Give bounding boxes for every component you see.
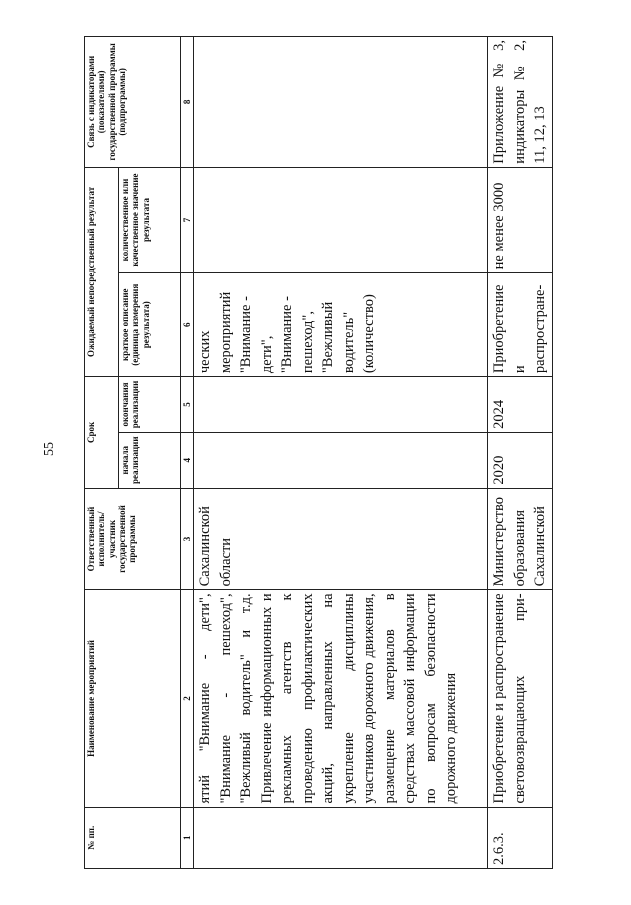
row-1-desc: ческих мероприятий "Внимание - дети", "Внимание - пешеход", "Вежливый водитель" (количество) xyxy=(194,273,488,377)
row-2-no: 2.6.3. xyxy=(488,807,553,868)
col-number-7: 7 xyxy=(181,167,194,273)
row-2-link: Приложение № 3, индикаторы № 2, 11, 12, 13 xyxy=(488,37,553,168)
measures-table xyxy=(84,36,553,869)
header-executor: Ответственный исполнитель/ участник государственной программы xyxy=(85,488,181,590)
col-number-1: 1 xyxy=(181,807,194,868)
row-2-name: Приобретение и распространение световозвращающих при- xyxy=(488,590,553,807)
row-1-value xyxy=(194,167,488,273)
row-2-end: 2024 xyxy=(488,377,553,433)
row-2-executor: Министерство образования Сахалинской xyxy=(488,488,553,590)
header-link: Связь с индикаторами (показателями) государственной программы (подпрограммы) xyxy=(85,37,181,168)
col-number-8: 8 xyxy=(181,37,194,168)
row-1-end xyxy=(194,377,488,433)
row-2-desc: Приобретение и распростране- xyxy=(488,273,553,377)
col-number-5: 5 xyxy=(181,377,194,433)
row-1-no xyxy=(194,807,488,868)
header-name: Наименование мероприятий xyxy=(85,590,181,807)
header-term-start: начала реализации xyxy=(119,432,181,488)
header-no: № пп. xyxy=(85,807,181,868)
header-term: Срок xyxy=(85,377,119,488)
rotated-table-container xyxy=(84,36,551,869)
table-row xyxy=(488,37,553,869)
page-number: 55 xyxy=(42,442,57,456)
header-term-end: окончания реализации xyxy=(119,377,181,433)
row-2-start: 2020 xyxy=(488,432,553,488)
row-2-value: не менее 3000 xyxy=(488,167,553,273)
row-1-name: ятий "Внимание - дети", "Внимание - пешеход", "Вежливый водитель" и т.д. Привлечение информационных и рекламных агентств к проведению профилактических акций, направленных на укрепление дисциплины участников дорожного движения, размещение материалов в средствах массовой информации по вопросам безопасности дорожного движения xyxy=(194,590,488,807)
header-result-value: количественное или качественное значение результата xyxy=(119,167,181,273)
header-result: Ожидаемый непосредственный результат xyxy=(85,167,119,376)
row-1-start xyxy=(194,432,488,488)
table-row xyxy=(194,37,488,869)
header-result-desc: краткое описание (единица измерения результата) xyxy=(119,273,181,377)
row-1-link xyxy=(194,37,488,168)
row-1-executor: Сахалинской области xyxy=(194,488,488,590)
col-number-2: 2 xyxy=(181,590,194,807)
col-number-6: 6 xyxy=(181,273,194,377)
col-number-4: 4 xyxy=(181,432,194,488)
col-number-3: 3 xyxy=(181,488,194,590)
